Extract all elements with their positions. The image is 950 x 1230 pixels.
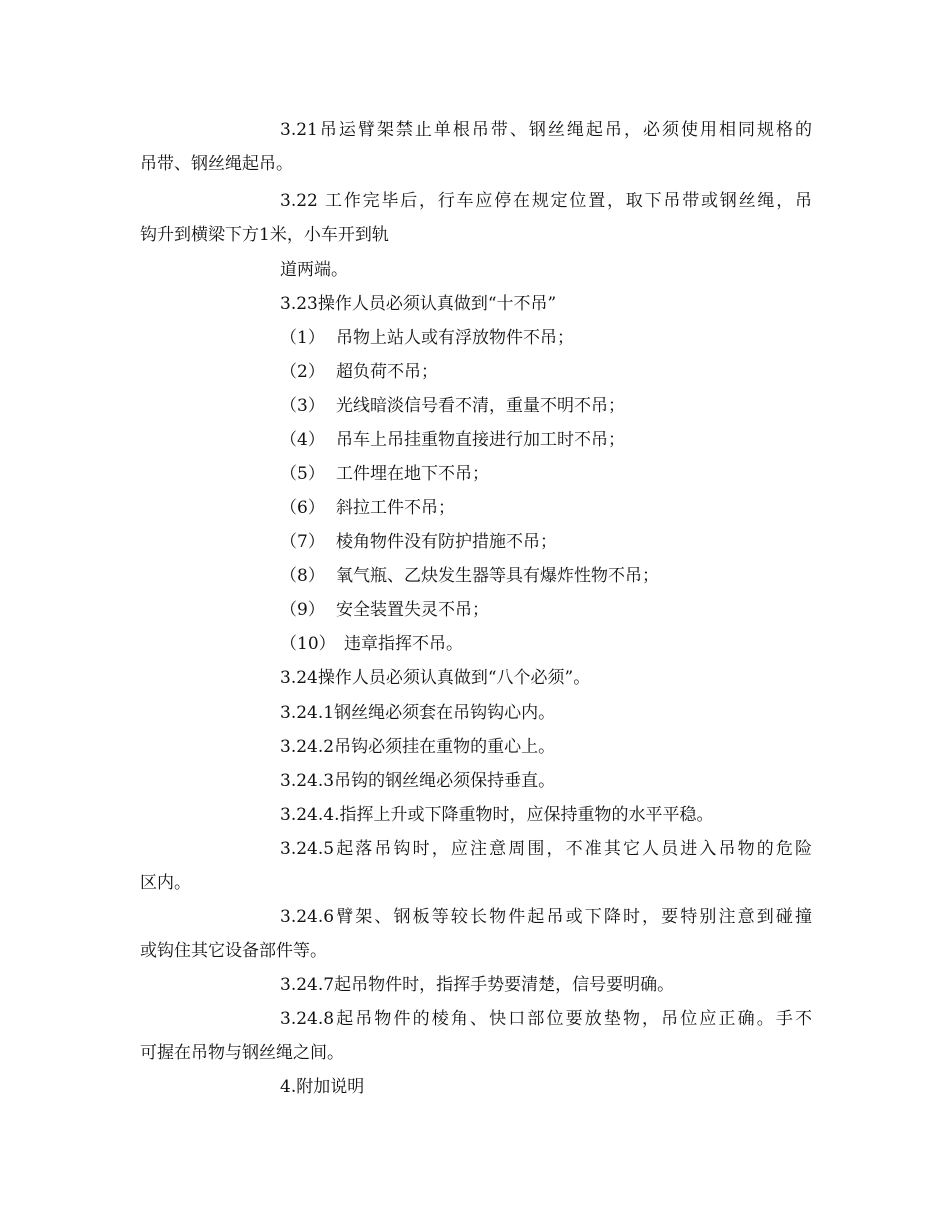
paragraph-3-24-8-line-1: 3.24.8起吊物件的棱角、快口部位要放垫物，吊位应正确。手不 [280, 1009, 812, 1029]
list-item [280, 633, 463, 655]
list-item-text: 违章指挥不吊。 [344, 634, 463, 654]
paragraph-3-24-3: 3.24.3吊钩的钢丝绳必须保持垂直。 [280, 771, 556, 791]
list-item [280, 463, 489, 485]
list-item-text: 吊物上站人或有浮放物件不吊； [336, 328, 574, 348]
list-item-number: （3） [280, 396, 325, 416]
paragraph-3-24-4: 3.24.4.指挥上升或下降重物时，应保持重物的水平平稳。 [280, 805, 714, 825]
paragraph-3-24-2: 3.24.2吊钩必须挂在重物的重心上。 [280, 737, 556, 757]
paragraph-3-22-line-1: 3.22 工作完毕后，行车应停在规定位置，取下吊带或钢丝绳，吊 [280, 191, 812, 211]
section-4-heading: 4.附加说明 [280, 1077, 365, 1097]
list-item-number: （1） [280, 328, 325, 348]
list-item-text: 安全装置失灵不吊； [336, 600, 489, 620]
list-item-number: （4） [280, 430, 325, 450]
paragraph-3-24-5-line-1: 3.24.5起落吊钩时，应注意周围，不准其它人员进入吊物的危险 [280, 839, 812, 859]
paragraph-3-24-7: 3.24.7起吊物件时，指挥手势要清楚，信号要明确。 [280, 975, 675, 995]
list-item-number: （8） [280, 566, 325, 586]
list-item [280, 599, 489, 621]
paragraph-3-22-line-3: 道两端。 [280, 260, 348, 280]
list-item [280, 429, 625, 451]
paragraph-3-24-6-line-2: 或钩住其它设备部件等。 [140, 941, 327, 961]
list-item-number: （5） [280, 464, 325, 484]
list-item [280, 497, 455, 519]
list-item-number: （6） [280, 498, 325, 518]
paragraph-3-24-6-line-1: 3.24.6臂架、钢板等较长物件起吊或下降时，要特别注意到碰撞 [280, 907, 812, 927]
paragraph-3-21-line-1: 3.21吊运臂架禁止单根吊带、钢丝绳起吊，必须使用相同规格的 [280, 120, 812, 140]
list-item-text: 棱角物件没有防护措施不吊； [336, 532, 557, 552]
list-item-text: 工件埋在地下不吊； [336, 464, 489, 484]
list-item-number: （9） [280, 600, 325, 620]
paragraph-3-24-1: 3.24.1钢丝绳必须套在吊钩钩心内。 [280, 703, 556, 723]
paragraph-3-23-heading: 3.23操作人员必须认真做到“十不吊” [280, 294, 557, 314]
list-item-text: 氧气瓶、乙炔发生器等具有爆炸性物不吊； [336, 566, 659, 586]
paragraph-3-24-8-line-2: 可握在吊物与钢丝绳之间。 [140, 1043, 344, 1063]
list-item [280, 361, 438, 383]
paragraph-3-24-5-line-2: 区内。 [140, 873, 191, 893]
list-item-text: 超负荷不吊； [336, 362, 438, 382]
paragraph-3-22-line-2: 钩升到横梁下方1米，小车开到轨 [140, 225, 389, 245]
list-item [280, 565, 659, 587]
list-item [280, 531, 557, 553]
list-item-text: 斜拉工件不吊； [336, 498, 455, 518]
paragraph-3-21-line-2: 吊带、钢丝绳起吊。 [140, 154, 293, 174]
list-item-number: （10） [280, 634, 336, 654]
list-item [280, 327, 574, 349]
list-item-number: （2） [280, 362, 325, 382]
paragraph-3-24-heading: 3.24操作人员必须认真做到“八个必须”。 [280, 668, 591, 688]
list-item-text: 吊车上吊挂重物直接进行加工时不吊； [336, 430, 625, 450]
list-item-text: 光线暗淡信号看不清，重量不明不吊； [336, 396, 625, 416]
list-item [280, 395, 625, 417]
list-item-number: （7） [280, 532, 325, 552]
